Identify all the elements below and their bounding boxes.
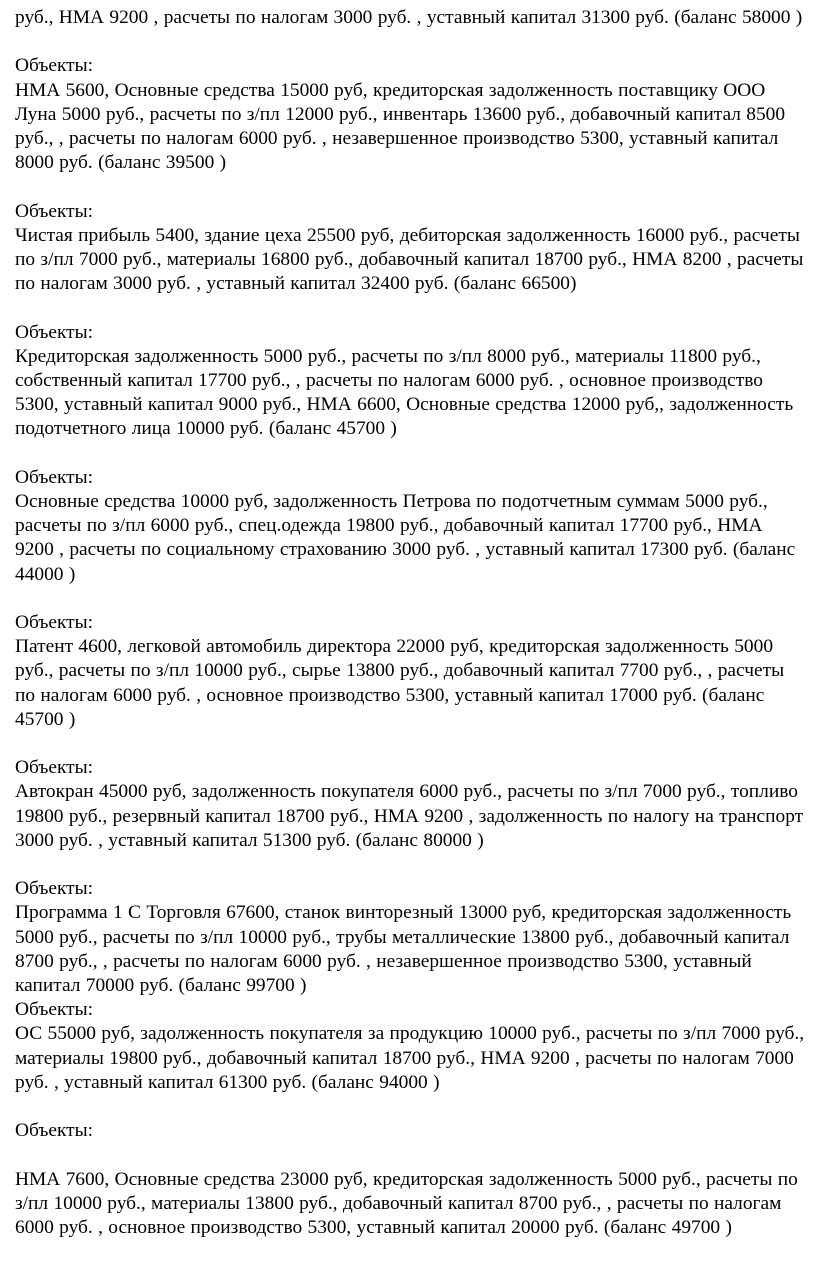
- blank-line: [15, 587, 806, 611]
- section-heading: Объекты:: [15, 1120, 94, 1142]
- blank-line: [15, 853, 806, 877]
- blank-line: [15, 30, 806, 54]
- section-heading: Объекты:: [15, 321, 94, 343]
- paragraph-objects: НМА 5600, Основные средства 15000 руб, кредиторская задолженность поставщику ООО Луна 5000 руб., расчеты по з/пл 12000 руб., инвентарь 13600 руб., добавочный капитал 8500 руб., , расчеты по налогам 6000 руб. , незавершенное производство 5300, уставный капитал 8000 руб. (баланс 39500 ): [15, 79, 786, 174]
- paragraph-objects: Программа 1 С Торговля 67600, станок винторезный 13000 руб, кредиторская задолженность 5000 руб., расчеты по з/пл 10000 руб., трубы металлические 13800 руб., добавочный капитал 8700 руб., , расчеты по налогам 6000 руб. , незавершенное производство 5300, уставный капитал 70000 руб. (баланс 99700 ): [15, 902, 792, 997]
- paragraph-objects: НМА 7600, Основные средства 23000 руб, кредиторская задолженность 5000 руб., расчеты по з/пл 10000 руб., материалы 13800 руб., добавочный капитал 8700 руб., , расчеты по налогам 6000 руб. , основное производство 5300, уставный капитал 20000 руб. (баланс 49700 ): [15, 1168, 798, 1239]
- section-heading: Объекты:: [15, 466, 94, 488]
- section-heading: Объекты:: [15, 757, 94, 779]
- blank-line: [15, 175, 806, 199]
- blank-line: [15, 1143, 806, 1167]
- paragraph-objects: Патент 4600, легковой автомобиль директора 22000 руб, кредиторская задолженность 5000 руб., расчеты по з/пл 10000 руб., сырье 13800 руб., добавочный капитал 7700 руб., , расчеты по налогам 6000 руб. , основное производство 5300, уставный капитал 17000 руб. (баланс 45700 ): [15, 636, 785, 730]
- blank-line: [15, 1095, 806, 1119]
- paragraph-objects: Кредиторская задолженность 5000 руб., расчеты по з/пл 8000 руб., материалы 11800 руб., собственный капитал 17700 руб., , расчеты по налогам 6000 руб. , основное производство 5300, уставный капитал 9000 руб., НМА 6600, Основные средства 12000 руб,, задолженность подотчетного лица 10000 руб. (баланс 45700 ): [15, 345, 794, 440]
- blank-line: [15, 732, 806, 756]
- section-heading: Объекты:: [15, 999, 94, 1021]
- paragraph-objects: ОС 55000 руб, задолженность покупателя за продукцию 10000 руб., расчеты по з/пл 7000 руб., материалы 19800 руб., добавочный капитал 18700 руб., НМА 9200 , расчеты по налогам 7000 руб. , уставный капитал 61300 руб. (баланс 94000 ): [15, 1023, 805, 1093]
- paragraph-objects: Автокран 45000 руб, задолженность покупателя 6000 руб., расчеты по з/пл 7000 руб., топливо 19800 руб., резервный капитал 18700 руб., НМА 9200 , задолженность по налогу на транспорт 3000 руб. , уставный капитал 51300 руб. (баланс 80000 ): [15, 781, 804, 851]
- section-heading: Объекты:: [15, 55, 94, 77]
- blank-line: [15, 296, 806, 320]
- section-heading: Объекты:: [15, 200, 94, 222]
- paragraph-objects: Основные средства 10000 руб, задолженность Петрова по подотчетным суммам 5000 руб., расчеты по з/пл 6000 руб., спец.одежда 19800 руб., добавочный капитал 17700 руб., НМА 9200 , расчеты по социальному страхованию 3000 руб. , уставный капитал 17300 руб. (баланс 44000 ): [15, 491, 796, 585]
- section-heading: Объекты:: [15, 878, 94, 900]
- section-heading: Объекты:: [15, 612, 94, 633]
- blank-line: [15, 442, 806, 466]
- paragraph-continuation: руб., НМА 9200 , расчеты по налогам 3000 руб. , уставный капитал 31300 руб. (баланс 58000 ): [15, 7, 803, 28]
- paragraph-objects: Чистая прибыль 5400, здание цеха 25500 руб, дебиторская задолженность 16000 руб., расчеты по з/пл 7000 руб., материалы 16800 руб., добавочный капитал 18700 руб., НМА 8200 , расчеты по налогам 3000 руб. , уставный капитал 32400 руб. (баланс 66500): [15, 224, 804, 295]
